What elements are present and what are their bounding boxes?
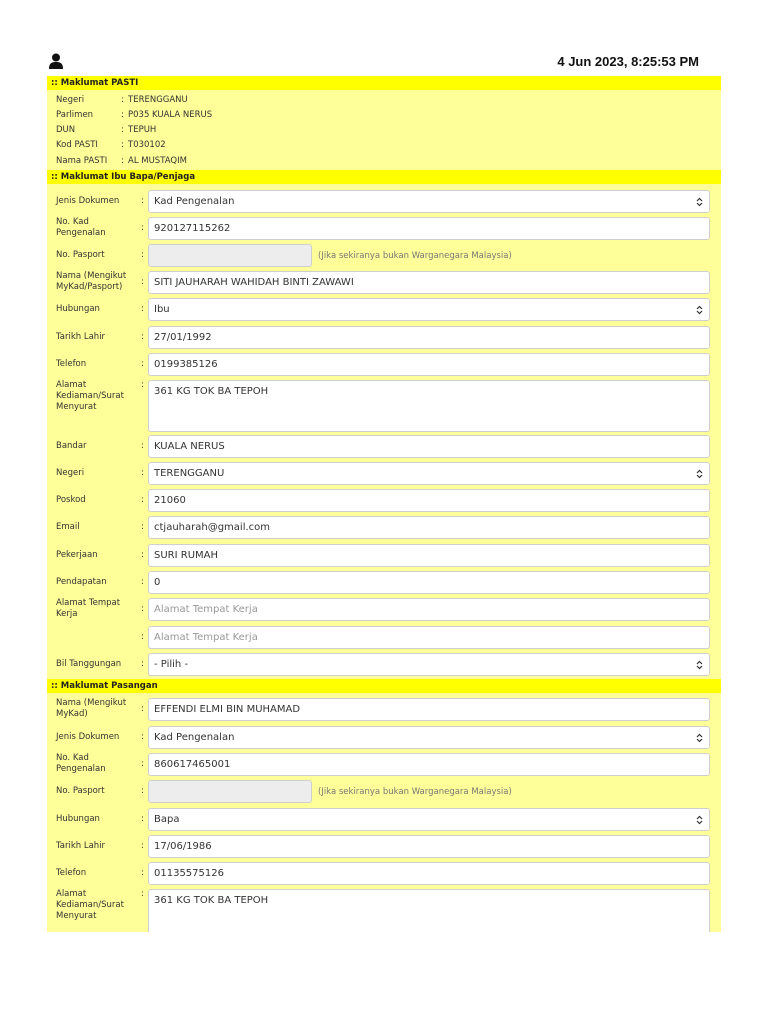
field-label: Email <box>56 522 80 532</box>
select-value: TERENGGANU <box>154 468 225 479</box>
spouse-telefon-input[interactable]: 01135575126 <box>148 862 710 885</box>
spouse-tarikh-lahir-input[interactable]: 17/06/1986 <box>148 835 710 858</box>
updown-chevron-icon <box>696 197 703 207</box>
hubungan-select[interactable] <box>148 298 710 321</box>
updown-chevron-icon <box>696 469 703 479</box>
info-value: TERENGGANU <box>128 95 188 105</box>
field-label: Telefon <box>56 359 87 369</box>
datetime: 4 Jun 2023, 8:25:53 PM <box>557 54 699 69</box>
field-label: Alamat Tempat Kerja <box>56 598 121 619</box>
pasport-hint: (Jika sekiranya bukan Warganegara Malaysia) <box>318 251 512 261</box>
field-label: No. Pasport <box>56 786 105 796</box>
spouse-no-kad-input[interactable]: 860617465001 <box>148 753 710 776</box>
field-label: Pekerjaan <box>56 550 98 560</box>
info-label: DUN <box>56 125 76 135</box>
section-header-parent: :: Maklumat Ibu Bapa/Penjaga <box>47 170 721 184</box>
bil-tanggungan-select[interactable] <box>148 653 710 676</box>
select-value: Ibu <box>154 304 170 315</box>
poskod-input[interactable]: 21060 <box>148 489 710 512</box>
updown-chevron-icon <box>696 815 703 825</box>
spouse-no-pasport-input[interactable] <box>148 780 312 803</box>
updown-chevron-icon <box>696 733 703 743</box>
no-pasport-input[interactable] <box>148 244 312 267</box>
jenis-dokumen-select[interactable] <box>148 190 710 213</box>
field-label: Jenis Dokumen <box>56 732 120 742</box>
field-label: Alamat Kediaman/Surat Menyurat <box>56 380 124 412</box>
info-label: Kod PASTI <box>56 140 98 150</box>
field-label: Bandar <box>56 441 87 451</box>
field-label: No. Kad Pengenalan <box>56 217 106 238</box>
section-header-spouse: :: Maklumat Pasangan <box>47 679 721 693</box>
pendapatan-input[interactable]: 0 <box>148 571 710 594</box>
info-value: P035 KUALA NERUS <box>128 110 213 120</box>
updown-chevron-icon <box>696 305 703 315</box>
field-label: Nama (Mengikut MyKad) <box>56 698 127 719</box>
field-label: Nama (Mengikut MyKad/Pasport) <box>56 271 127 292</box>
no-kad-input[interactable]: 920127115262 <box>148 217 710 240</box>
tarikh-lahir-input[interactable]: 27/01/1992 <box>148 326 710 349</box>
select-value: Bapa <box>154 814 180 825</box>
email-input[interactable]: ctjauharah@gmail.com <box>148 516 710 539</box>
select-value: Kad Pengenalan <box>154 732 235 743</box>
info-value: TEPUH <box>128 125 157 135</box>
pekerjaan-input[interactable]: SURI RUMAH <box>148 544 710 567</box>
field-label: Tarikh Lahir <box>56 841 106 851</box>
field-label: Alamat Kediaman/Surat Menyurat <box>56 889 124 921</box>
field-label: Pendapatan <box>56 577 107 587</box>
alamat-kerja-input[interactable]: Alamat Tempat Kerja <box>148 598 710 621</box>
info-label: Parlimen <box>56 110 94 120</box>
field-label: Bil Tanggungan <box>56 659 122 669</box>
select-value: Kad Pengenalan <box>154 196 235 207</box>
field-label: Jenis Dokumen <box>56 196 120 206</box>
user-icon[interactable] <box>49 53 63 69</box>
info-label: Negeri <box>56 95 85 105</box>
info-value: AL MUSTAQIM <box>128 156 187 166</box>
field-label: No. Pasport <box>56 250 105 260</box>
telefon-input[interactable]: 0199385126 <box>148 353 710 376</box>
field-label: Hubungan <box>56 304 100 314</box>
updown-chevron-icon <box>696 660 703 670</box>
field-label: Poskod <box>56 495 86 505</box>
field-label: Negeri <box>56 468 85 478</box>
info-value: T030102 <box>128 140 166 150</box>
nama-input[interactable]: SITI JAUHARAH WAHIDAH BINTI ZAWAWI <box>148 271 710 294</box>
pasport-hint: (Jika sekiranya bukan Warganegara Malaysia) <box>318 787 512 797</box>
alamat-kerja-2-input[interactable]: Alamat Tempat Kerja <box>148 626 710 649</box>
select-value: - Pilih - <box>154 659 189 670</box>
negeri-select[interactable] <box>148 462 710 485</box>
field-label: No. Kad Pengenalan <box>56 753 106 774</box>
spouse-alamat-textarea[interactable]: 361 KG TOK BA TEPOH <box>148 889 710 932</box>
alamat-textarea[interactable]: 361 KG TOK BA TEPOH <box>148 380 710 432</box>
spouse-nama-input[interactable]: EFFENDI ELMI BIN MUHAMAD <box>148 698 710 721</box>
section-header-pasti: :: Maklumat PASTI <box>47 76 721 90</box>
spouse-hubungan-select[interactable] <box>148 808 710 831</box>
top-bar <box>47 50 701 72</box>
field-label: Hubungan <box>56 814 100 824</box>
field-label: Telefon <box>56 868 87 878</box>
form-panel: :: Maklumat PASTI Negeri : TERENGGANU Parlimen : P035 KUALA NERUS DUN : TEPUH Kod PASTI : T030102 Nama PASTI : AL MUSTAQIM :: Maklumat Ibu Bapa/Penjaga Jenis Dokumen : Kad Pengenalan No. Kad Pengenalan : 920127115262 No. Pasport : (Jika sekiranya bukan Warganegara Malaysia) Nama (Mengikut MyKad/Pasport) : SITI JAUHARAH WAHIDAH BINTI ZAWAWI Hubungan : Ibu Tarikh Lahir : 27/01/1992 Telefon : 0199385126 Alamat Kediaman/Surat Menyurat : 361 KG TOK BA TEPOH Bandar : KUALA NERUS Negeri : TERENGGANU Poskod : 21060 Email : ctjauharah@gmail.com Pekerjaan : SURI RUMAH Pendapatan : 0 Alamat Tempat Kerja : Alamat Tempat Kerja : Alamat Tempat Kerja Bil Tanggungan : - Pilih - :: Maklumat Pasangan Nama (Mengikut MyKad) : EFFENDI ELMI BIN MUHAMAD Jenis Dokumen : Kad Pengenalan No. Kad Pengenalan : 860617465001 No. Pasport : (Jika sekiranya bukan Warganegara Malaysia) Hubungan : Bapa Tarikh Lahir : 17/06/1986 Telefon : 01135575126 Alamat Kediaman/Surat Menyurat : 361 KG TOK BA TEPOH <box>47 76 721 932</box>
info-label: Nama PASTI <box>56 156 108 166</box>
bandar-input[interactable]: KUALA NERUS <box>148 435 710 458</box>
field-label: Tarikh Lahir <box>56 332 106 342</box>
spouse-jenis-dokumen-select[interactable] <box>148 726 710 749</box>
